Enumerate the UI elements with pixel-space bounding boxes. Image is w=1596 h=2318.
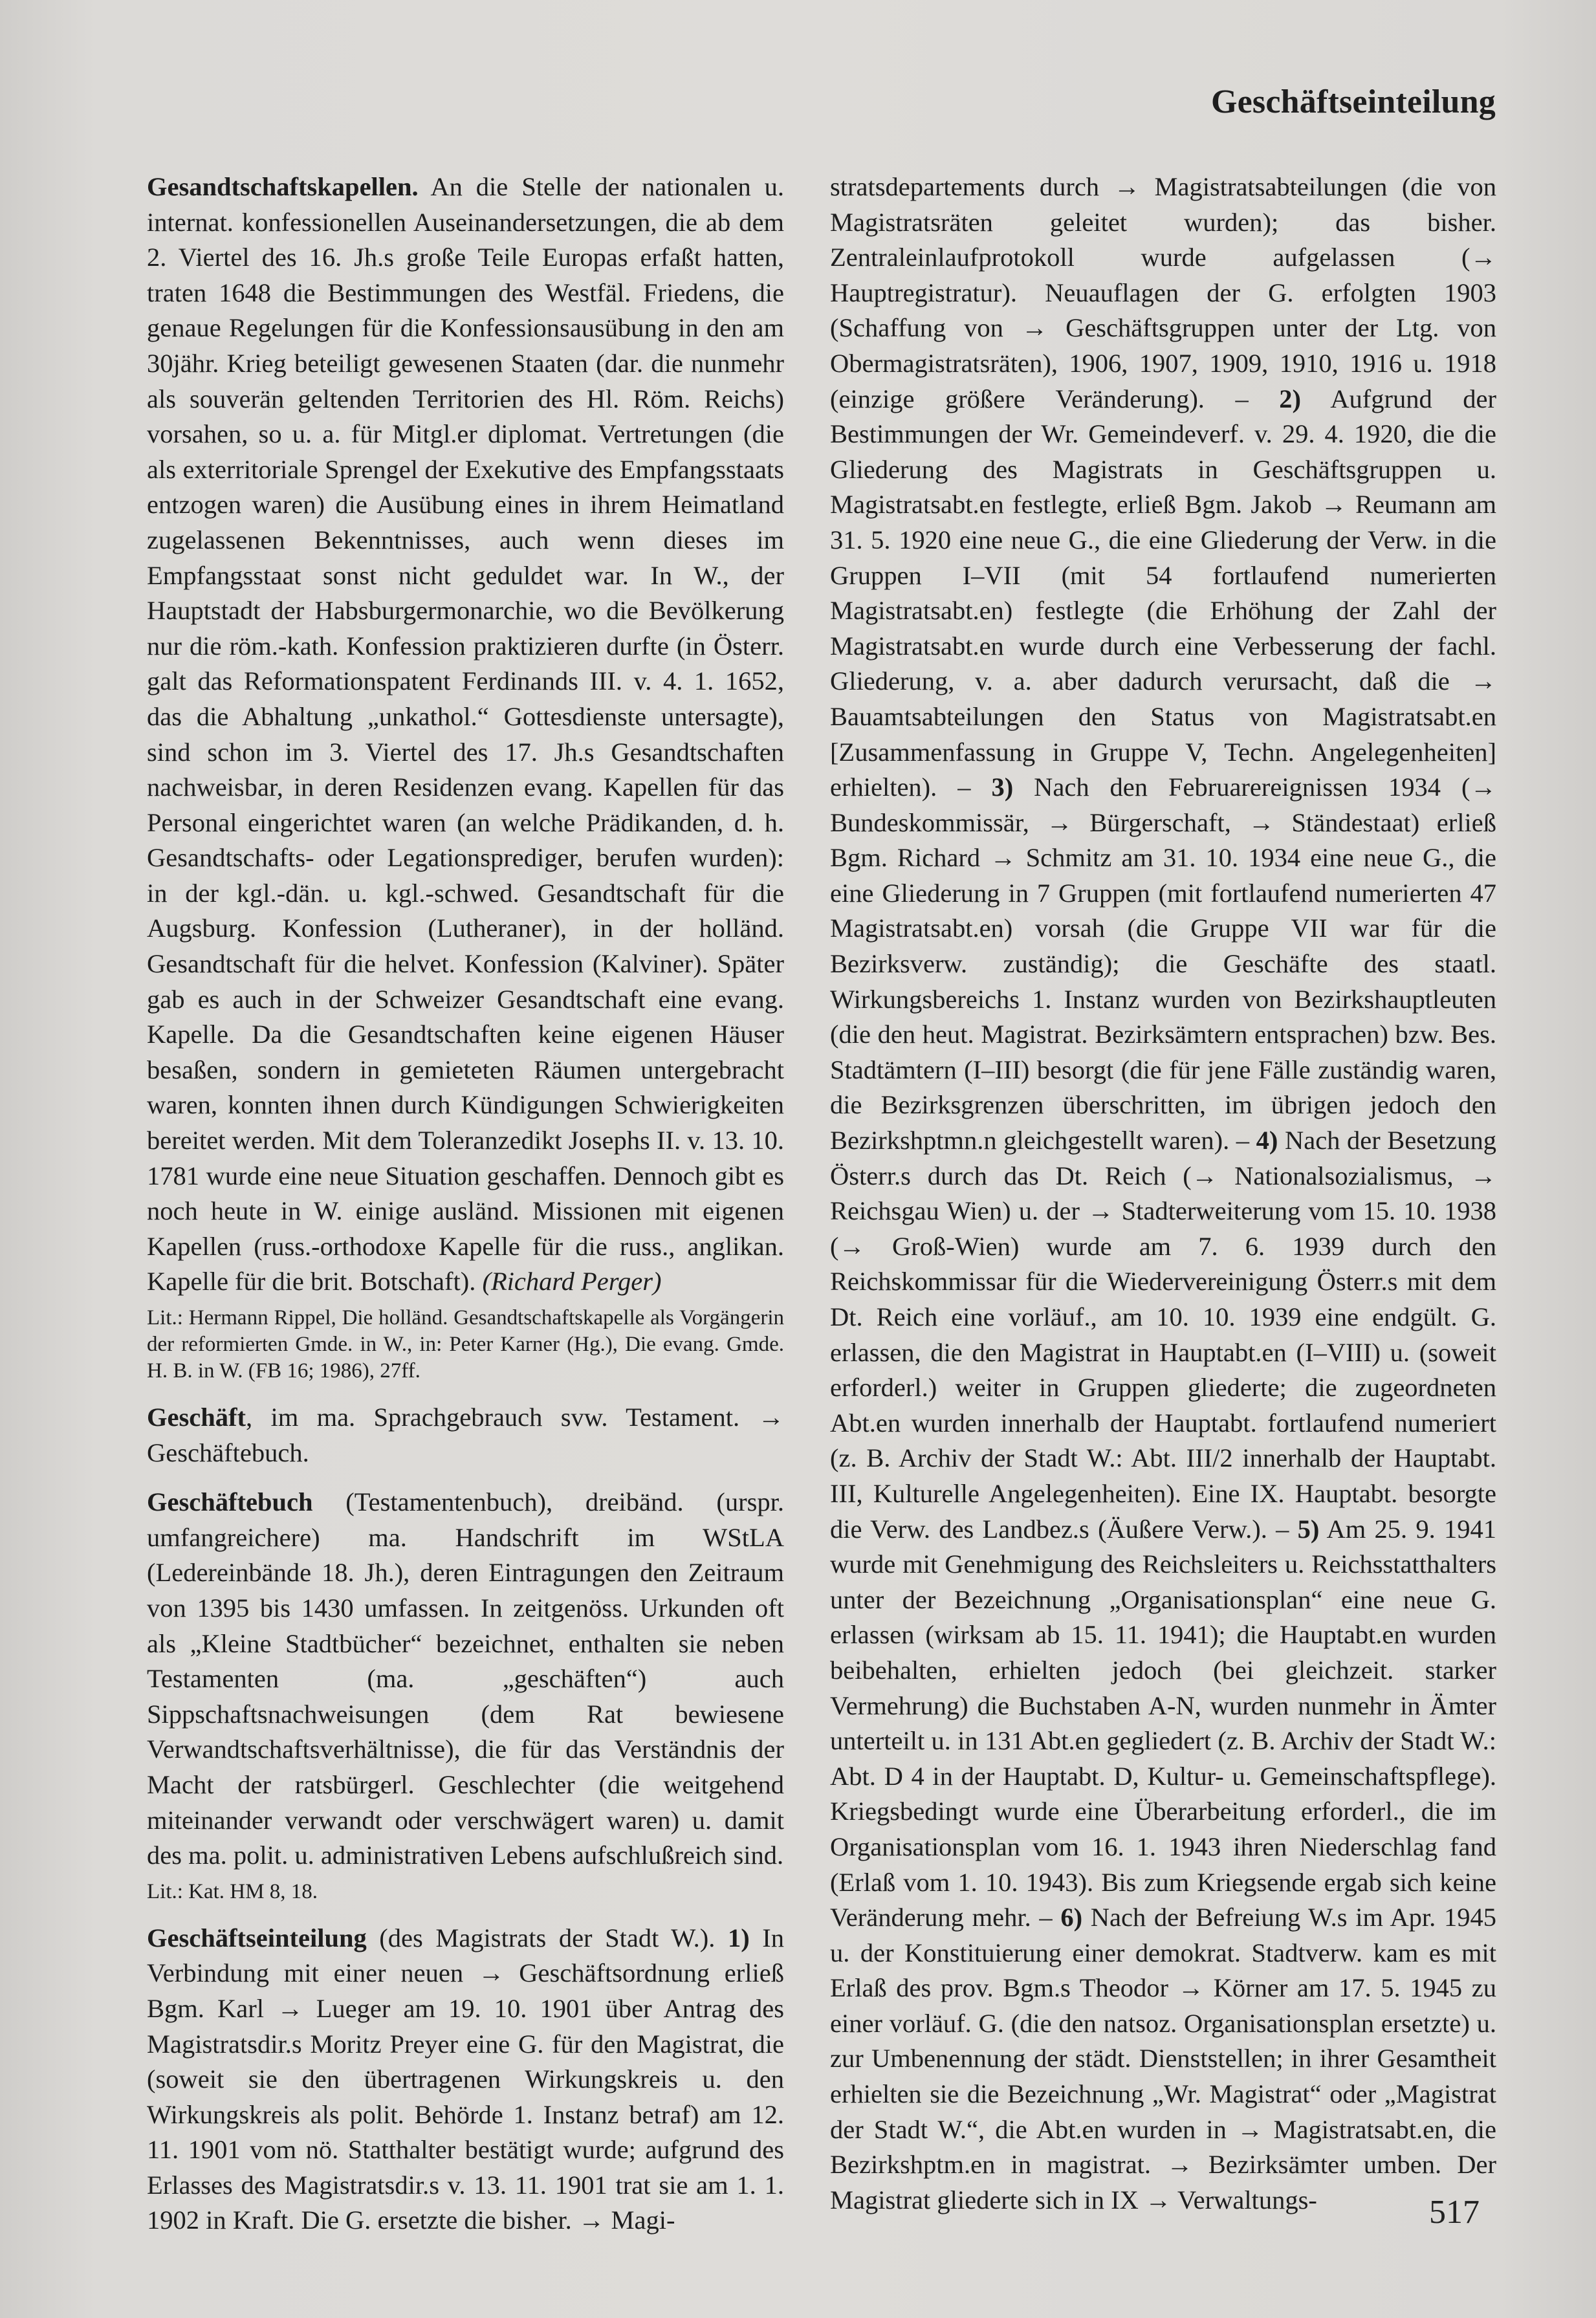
entry-geschaeftseinteilung-continued: [830, 169, 1496, 2218]
entry-intro: (des Magistrats der Stadt W.).: [366, 1923, 728, 1952]
entry-geschaeftebuch: [147, 1485, 784, 1874]
entry-lemma: Gesandtschaftskapellen.: [147, 172, 419, 201]
entry-text: Nach der Besetzung Österr.s durch das Dt. Reich (→ Nationalsozialismus, → Reichsgau Wien) u. der → Stadterweiterung vom 15. 10. 1938 (→ Groß-Wien) wurde am 7. 6. 1939 durch den Reichskommissar für die Wiedervereinigung Österr.s mit dem Dt. Reich eine vorläuf., am 10. 10. 1939 eine endgült. G. erlassen, die den Magistrat in Hauptabt.en (I–VIII) u. (soweit erforderl.) weiter in Gruppen gliederte; die zugeordneten Abt.en wurden innerhalb der Hauptabt. fortlaufend numeriert (z. B. Archiv der Stadt W.: Abt. III/2 innerhalb der Hauptabt. III, Kulturelle Angelegenheiten). Eine IX. Hauptabt. besorgte die Verw. des Landbez.s (Äußere Verw.). –: [830, 1126, 1496, 1544]
section-number: 5): [1297, 1514, 1320, 1544]
entry-text: Am 25. 9. 1941 wurde mit Genehmigung des Reichsleiters u. Reichsstatthalters unter der Bezeichnung „Organisationsplan“ eine neue G. erlassen (wirksam ab 15. 11. 1941); die Hauptabt.en wurden beibehalten, erhielten jedoch (bei gleichzeit. starker Vermehrung) die Buchstaben A-N, wurden nunmehr in Ämter unterteilt u. in 131 Abt.en gegliedert (z. B. Archiv der Stadt W.: Abt. D 4 in der Hauptabt. D, Kultur- u. Gemeinschaftspflege). Kriegsbedingt wurde eine Überarbeitung erforderl., die im Organisationsplan vom 16. 1. 1943 ihren Niederschlag fand (Erlaß vom 1. 10. 1943). Bis zum Kriegsende ergab sich keine Veränderung mehr. –: [830, 1514, 1496, 1932]
entry-lemma: Geschäftseinteilung: [147, 1923, 367, 1952]
entry-geschaeft: [147, 1400, 784, 1471]
running-head: Geschäftseinteilung: [1210, 83, 1496, 120]
entry-literature: Lit.: Hermann Rippel, Die holländ. Gesandtschaftskapelle als Vorgängerin der reformierten Gmde. in W., in: Peter Karner (Hg.), Die evang. Gmde. H. B. in W. (FB 16; 1986), 27ff.: [147, 1306, 784, 1383]
right-column: [830, 169, 1496, 2218]
entry-text: Nach den Februarereignissen 1934 (→ Bundeskommissär, → Bürgerschaft, → Ständestaat) erließ Bgm. Richard → Schmitz am 31. 10. 1934 eine neue G., die eine Gliederung in 7 Gruppen (mit fortlaufend numerierten 47 Magistratsabt.en) vorsah (die Gruppe VII war für die Bezirksverw. zuständig); die Geschäfte des staatl. Wirkungsbereichs 1. Instanz wurden von Bezirkshauptleuten (die den heut. Magistrat. Bezirksämtern entsprachen) bzw. Bes. Stadtämtern (I–III) besorgt (die für jene Fälle zuständig waren, die Bezirksgrenzen überschritten, im übrigen jedoch den Bezirkshptmn.n gleichgestellt waren). –: [830, 772, 1496, 1155]
entry-text: stratsdepartements durch → Magistratsabteilungen (die von Magistratsräten geleitet wurden); das bisher. Zentraleinlaufprotokoll wurde aufgelassen (→ Hauptregistratur). Neuauflagen der G. erfolgten 1903 (Schaffung von → Geschäftsgruppen unter der Ltg. von Obermagistratsräten), 1906, 1907, 1909, 1910, 1916 u. 1918 (einzige größere Veränderung). –: [830, 172, 1496, 413]
entry-author: (Richard Perger): [482, 1267, 662, 1296]
entry-text: An die Stelle der nationalen u. internat. konfessionellen Auseinandersetzungen, die ab dem 2. Viertel des 16. Jh.s große Teile Europas erfaßt hatten, traten 1648 die Bestimmungen des Westfäl. Friedens, die genaue Regelungen für die Konfessionsausübung in den am 30jähr. Krieg beteiligt gewesenen Staaten (dar. die nunmehr als souverän geltenden Territorien des Hl. Röm. Reichs) vorsahen, so u. a. für Mitgl.er diplomat. Vertretungen (die als exterritoriale Sprengel der Exekutive des Empfangsstaats entzogen waren) die Ausübung eines in ihrem Heimatland zugelassenen Bekenntnisses, auch wenn dieses im Empfangsstaat sonst nicht geduldet war. In W., der Hauptstadt der Habsburgermonarchie, wo die Bevölkerung nur die röm.-kath. Konfession praktizieren durfte (in Österr. galt das Reformationspatent Ferdinands III. v. 4. 1. 1652, das die Abhaltung „unkathol.“ Gottesdienste untersagte), sind schon im 3. Viertel des 17. Jh.s Gesandtschaften nachweisbar, in deren Residenzen evang. Kapellen für das Personal eingerichtet waren (an welche Prädikanden, d. h. Gesandtschafts- oder Legationsprediger, berufen wurden): in der kgl.-dän. u. kgl.-schwed. Gesandtschaft für die Augsburg. Konfession (Lutheraner), in der holländ. Gesandtschaft für die helvet. Konfession (Kalviner). Später gab es auch in der Schweizer Gesandtschaft eine evang. Kapelle. Da die Gesandtschaften keine eigenen Häuser besaßen, sondern in gemieteten Räumen untergebracht waren, konnten ihnen durch Kündigungen Schwierigkeiten bereitet werden. Mit dem Toleranzedikt Josephs II. v. 13. 10. 1781 wurde eine neue Situation geschaffen. Dennoch gibt es noch heute in W. einige ausländ. Missionen mit eigenen Kapellen (russ.-orthodoxe Kapelle für die russ., anglikan. Kapelle für die brit. Botschaft).: [147, 172, 784, 1296]
entry-literature: Lit.: Kat. HM 8, 18.: [147, 1879, 318, 1903]
entry-lemma: Geschäftebuch: [147, 1487, 313, 1517]
entry-gesandtschaftskapellen: [147, 169, 784, 1300]
entry-geschaeftseinteilung: [147, 1921, 784, 2238]
page-number: 517: [1429, 2194, 1480, 2231]
entry-text: Aufgrund der Bestimmungen der Wr. Gemeindeverf. v. 29. 4. 1920, die die Gliederung des Magistrats in Geschäftsgruppen u. Magistratsabt.en festlegte, erließ Bgm. Jakob → Reumann am 31. 5. 1920 eine neue G., die eine Gliederung der Verw. in die Gruppen I–VII (mit 54 fortlaufend numerierten Magistratsabt.en) festlegte (die Erhöhung der Zahl der Magistratsabt.en wurde durch eine Verbesserung der fachl. Gliederung, v. a. aber dadurch verursacht, daß die → Bauamtsabteilungen den Status von Magistratsabt.en [Zusammenfassung in Gruppe V, Techn. Angelegenheiten] erhielten). –: [830, 384, 1497, 802]
left-column: [147, 169, 784, 2238]
entry-lemma: Geschäft: [147, 1403, 246, 1432]
section-number: 4): [1256, 1126, 1278, 1155]
section-number: 3): [991, 772, 1014, 802]
entry-text: (Testamentenbuch), dreibänd. (urspr. umfangreichere) ma. Handschrift im WStLA (Ledereinbände 18. Jh.), deren Eintragungen den Zeitraum von 1395 bis 1430 umfassen. In zeitgenöss. Urkunden oft als „Kleine Stadtbücher“ bezeichnet, enthalten sie neben Testamenten (ma. „geschäften“) auch Sippschaftsnachweisungen (dem Rat bewiesene Verwandtschaftsverhältnisse), die für das Verständnis der Macht der ratsbürgerl. Geschlechter (die weitgehend miteinander verwandt oder verschwägert waren) u. damit des ma. polit. u. administrativen Lebens aufschlußreich sind.: [147, 1487, 784, 1870]
section-number: 2): [1279, 384, 1301, 413]
entry-text: Nach der Befreiung W.s im Apr. 1945 u. der Konstituierung einer demokrat. Stadtverw. kam es mit Erlaß des prov. Bgm.s Theodor → Körner am 17. 5. 1945 zu einer vorläuf. G. (die den natsoz. Organisationsplan ersetzte) u. zur Umbenennung der städt. Dienststellen; in ihrer Gesamtheit erhielten sie die Bezeichnung „Wr. Magistrat“ oder „Magistrat der Stadt W.“, die Abt.en wurden in → Magistratsabt.en, die Bezirkshptm.en in magistrat. → Bezirksämter umben. Der Magistrat gliederte sich in IX → Verwaltungs-: [830, 1903, 1496, 2214]
entry-text: , im ma. Sprachgebrauch svw. Testament. → Geschäftebuch.: [147, 1403, 784, 1467]
section-number: 6): [1060, 1903, 1083, 1932]
entry-text: In Verbindung mit einer neuen → Geschäftsordnung erließ Bgm. Karl → Lueger am 19. 10. 1901 über Antrag des Magistratsdir.s Moritz Preyer eine G. für den Magistrat, die (soweit sie den übertragenen Wirkungskreis u. den Wirkungskreis als polit. Behörde 1. Instanz betraf) am 12. 11. 1901 vom nö. Statthalter bestätigt wurde; aufgrund des Erlasses des Magistratsdir.s v. 13. 11. 1901 trat sie am 1. 1. 1902 in Kraft. Die G. ersetzte die bisher. → Magi-: [147, 1923, 784, 2235]
section-number: 1): [727, 1923, 750, 1952]
